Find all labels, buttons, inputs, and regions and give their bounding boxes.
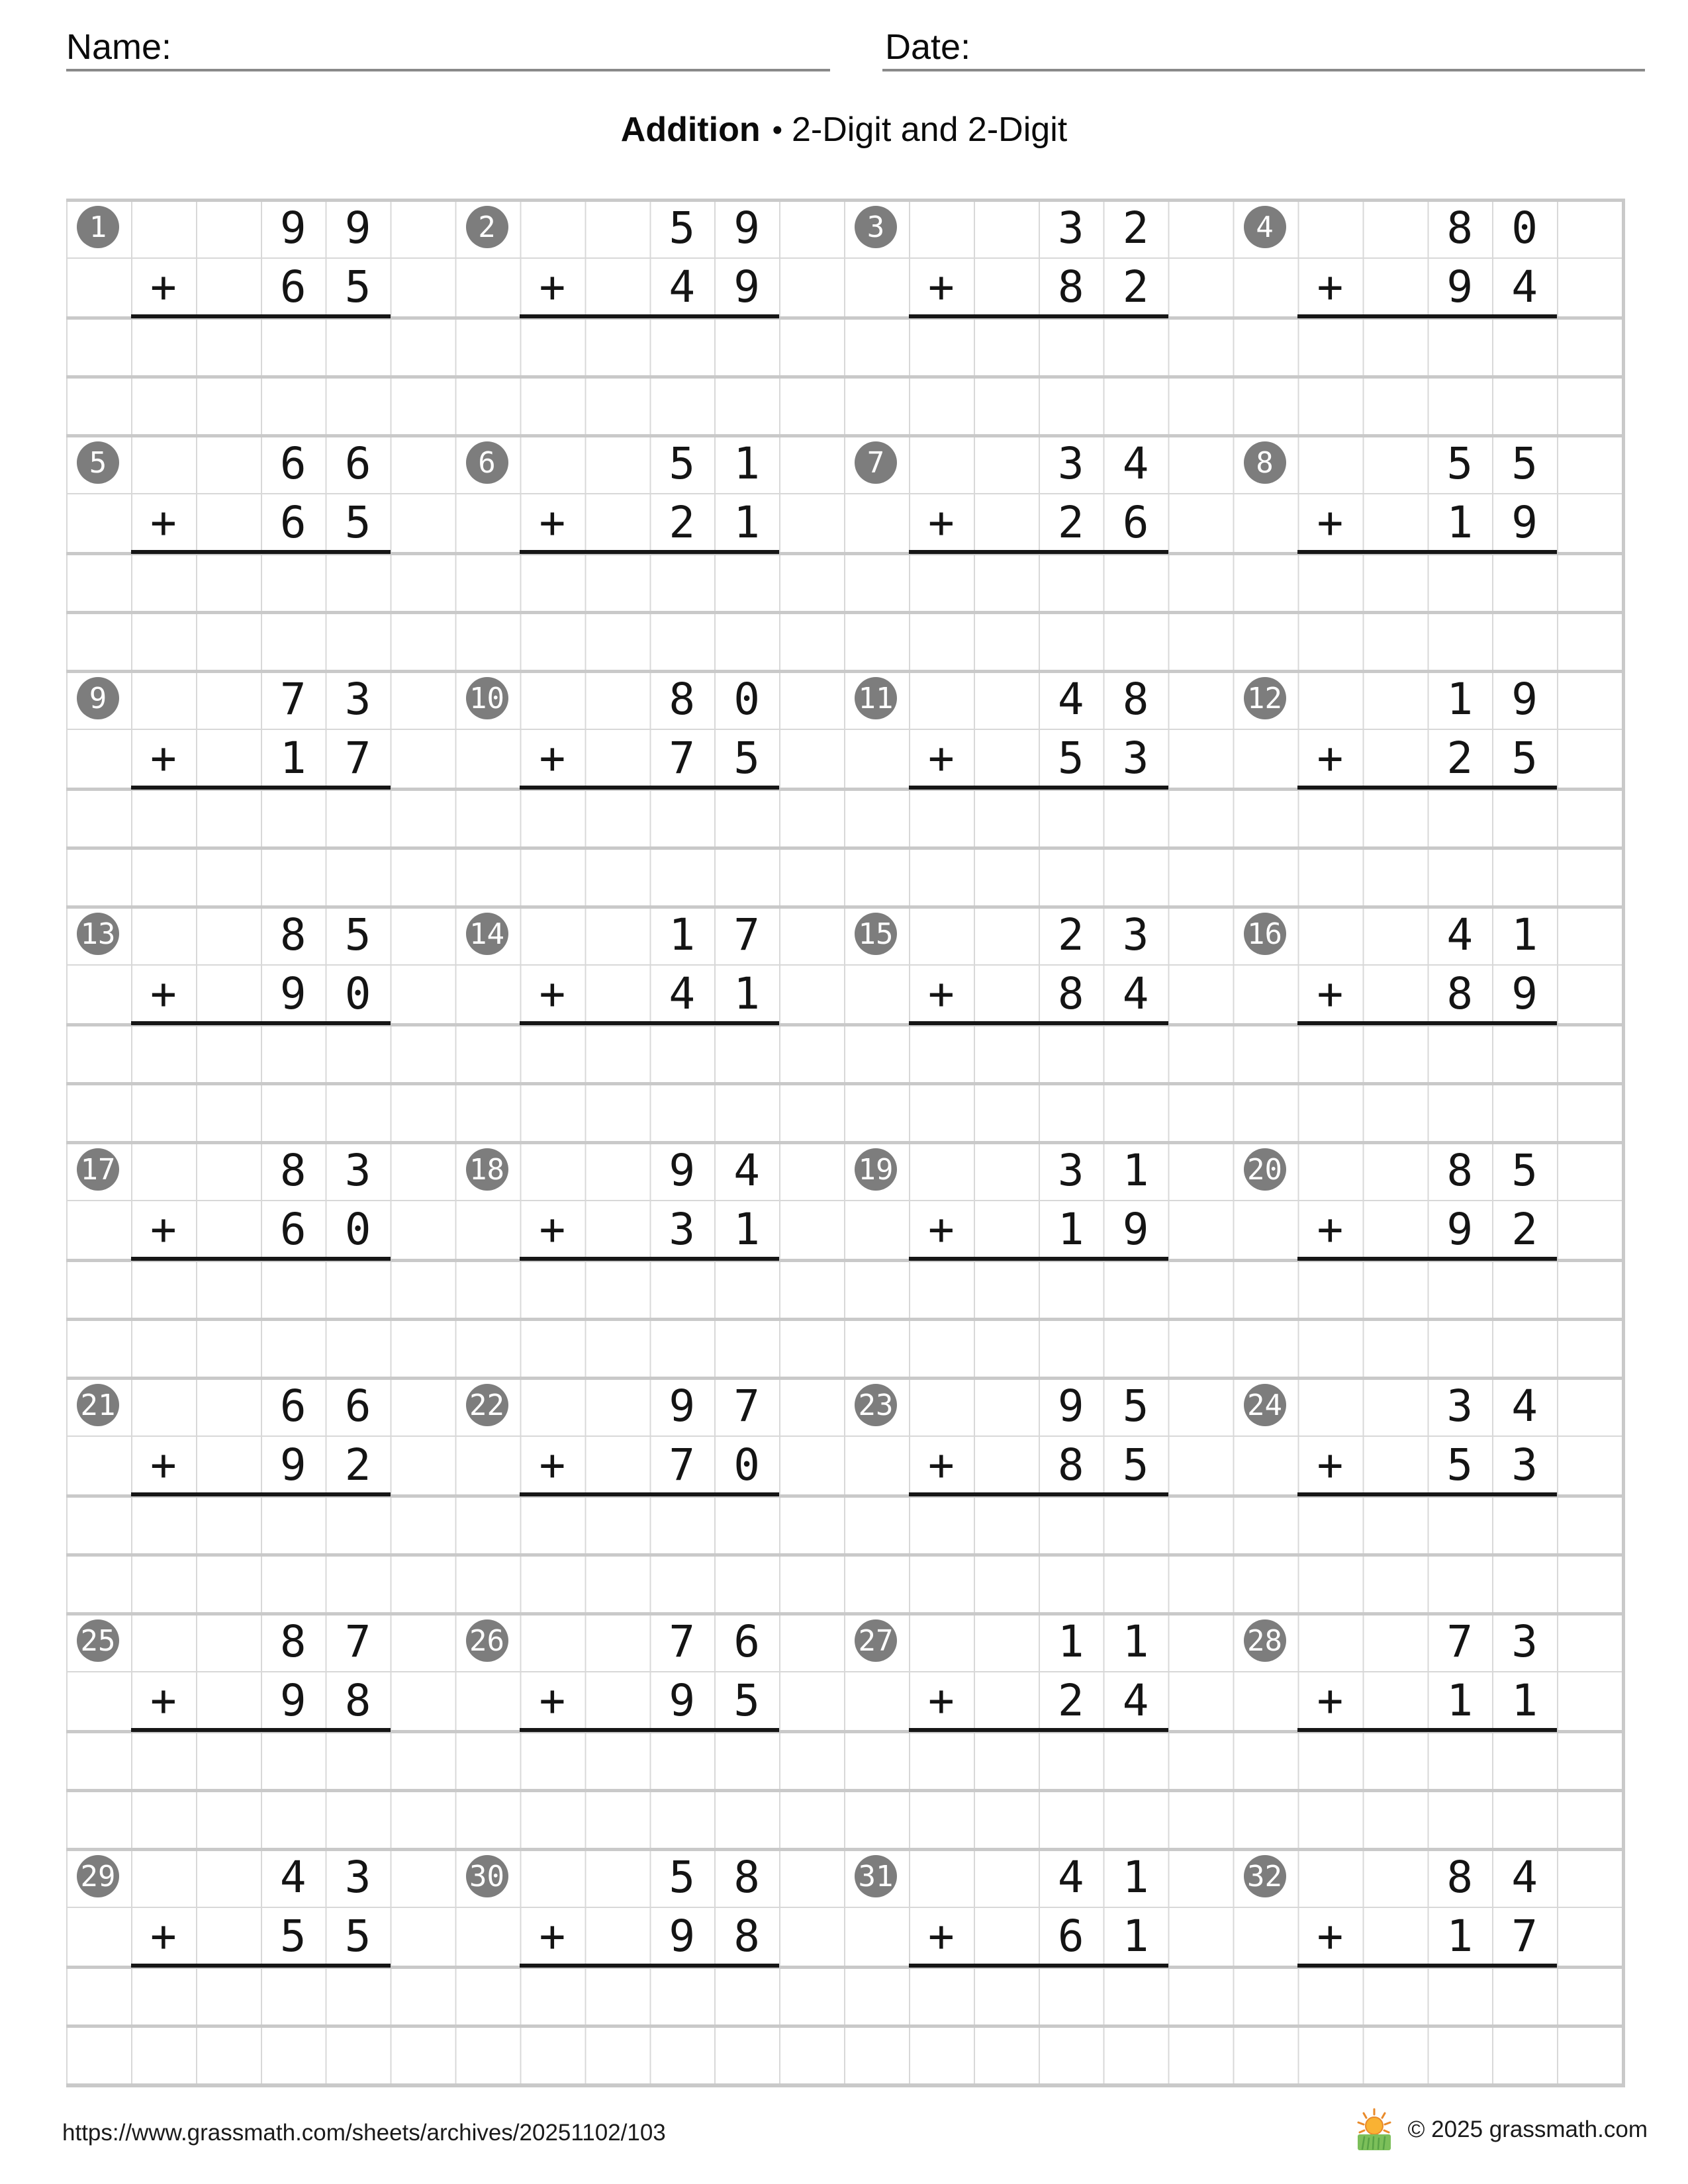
addend-bottom-tens-digit: 9 — [279, 1675, 306, 1726]
addend-top-tens-digit: 5 — [669, 203, 696, 253]
addend-bottom-tens-digit: 1 — [1446, 1911, 1474, 1962]
addend-top-ones-digit: 4 — [1511, 1852, 1538, 1903]
addend-top-ones-digit: 5 — [1511, 438, 1538, 489]
addend-bottom-tens-digit: 8 — [1057, 1439, 1084, 1490]
answer-line — [909, 1728, 1168, 1732]
problem-number-badge: 19 — [855, 1148, 897, 1191]
addend-bottom-tens-digit: 1 — [1446, 1675, 1474, 1726]
answer-line — [520, 1021, 779, 1025]
addend-top-tens-digit: 8 — [279, 1616, 306, 1667]
answer-line — [520, 1728, 779, 1732]
answer-line — [520, 314, 779, 318]
name-label: Name: — [66, 27, 172, 67]
addend-bottom-ones-digit: 5 — [1511, 733, 1538, 784]
problem-number-badge: 5 — [77, 441, 119, 484]
addend-bottom-tens-digit: 2 — [1057, 1675, 1084, 1726]
plus-icon: + — [150, 1204, 177, 1255]
addend-top-tens-digit: 5 — [669, 438, 696, 489]
addend-top-tens-digit: 7 — [669, 1616, 696, 1667]
addend-top-tens-digit: 4 — [1446, 909, 1474, 960]
addend-bottom-tens-digit: 6 — [279, 497, 306, 548]
answer-line — [1297, 1257, 1557, 1261]
title-bullet-icon: • — [772, 114, 783, 146]
footer-copyright: © 2025 grassmath.com — [1407, 2116, 1648, 2142]
answer-line — [131, 314, 391, 318]
addend-top-tens-digit: 1 — [1446, 674, 1474, 725]
plus-icon: + — [927, 497, 955, 548]
addend-top-ones-digit: 5 — [344, 909, 371, 960]
addend-top-ones-digit: 6 — [733, 1616, 760, 1667]
title-main: Addition — [620, 111, 761, 149]
answer-line — [909, 1021, 1168, 1025]
addend-bottom-tens-digit: 1 — [1057, 1204, 1084, 1255]
problems-grid — [66, 199, 1625, 2087]
addend-top-tens-digit: 8 — [1446, 203, 1474, 253]
addend-bottom-ones-digit: 9 — [1511, 497, 1538, 548]
addend-bottom-tens-digit: 9 — [1446, 1204, 1474, 1255]
answer-line — [1297, 550, 1557, 554]
plus-icon: + — [927, 968, 955, 1019]
addend-bottom-tens-digit: 5 — [1057, 733, 1084, 784]
plus-icon: + — [539, 1675, 566, 1726]
sun-grass-logo-icon — [1352, 2108, 1396, 2152]
addend-bottom-tens-digit: 7 — [669, 1439, 696, 1490]
answer-line — [131, 1257, 391, 1261]
plus-icon: + — [1317, 733, 1344, 784]
addend-top-ones-digit: 7 — [733, 909, 760, 960]
plus-icon: + — [539, 261, 566, 312]
answer-line — [909, 1257, 1168, 1261]
addend-bottom-tens-digit: 9 — [669, 1675, 696, 1726]
plus-icon: + — [150, 1439, 177, 1490]
answer-line — [131, 786, 391, 790]
addend-bottom-ones-digit: 1 — [1122, 1911, 1149, 1962]
problem-number-badge: 4 — [1244, 206, 1286, 248]
addend-bottom-tens-digit: 3 — [669, 1204, 696, 1255]
plus-icon: + — [150, 1911, 177, 1962]
addend-top-tens-digit: 9 — [1057, 1381, 1084, 1432]
plus-icon: + — [927, 1675, 955, 1726]
answer-line — [1297, 1728, 1557, 1732]
addend-top-tens-digit: 9 — [669, 1381, 696, 1432]
answer-line — [131, 1492, 391, 1496]
addend-top-ones-digit: 3 — [1122, 909, 1149, 960]
addend-bottom-ones-digit: 1 — [733, 968, 760, 1019]
addend-bottom-ones-digit: 2 — [1122, 261, 1149, 312]
plus-icon: + — [927, 733, 955, 784]
addend-bottom-ones-digit: 3 — [1122, 733, 1149, 784]
addend-top-tens-digit: 1 — [669, 909, 696, 960]
addend-bottom-ones-digit: 7 — [344, 733, 371, 784]
addend-bottom-tens-digit: 2 — [669, 497, 696, 548]
plus-icon: + — [539, 1204, 566, 1255]
answer-line — [909, 786, 1168, 790]
addend-top-tens-digit: 6 — [279, 1381, 306, 1432]
plus-icon: + — [1317, 1911, 1344, 1962]
answer-line — [131, 1021, 391, 1025]
addend-top-tens-digit: 4 — [1057, 1852, 1084, 1903]
addend-bottom-tens-digit: 8 — [1446, 968, 1474, 1019]
problem-number-badge: 26 — [466, 1619, 508, 1662]
problem-number-badge: 1 — [77, 206, 119, 248]
addend-top-ones-digit: 8 — [1122, 674, 1149, 725]
problem-number-badge: 25 — [77, 1619, 119, 1662]
problem-number-badge: 14 — [466, 913, 508, 955]
addend-bottom-ones-digit: 8 — [344, 1675, 371, 1726]
addend-top-tens-digit: 2 — [1057, 909, 1084, 960]
problem-number-badge: 18 — [466, 1148, 508, 1191]
plus-icon: + — [539, 1911, 566, 1962]
title-subtitle: 2-Digit and 2-Digit — [792, 111, 1068, 149]
answer-line — [131, 1964, 391, 1968]
plus-icon: + — [1317, 968, 1344, 1019]
problem-number-badge: 2 — [466, 206, 508, 248]
addend-top-tens-digit: 9 — [669, 1145, 696, 1196]
addend-top-ones-digit: 8 — [733, 1852, 760, 1903]
problem-number-badge: 32 — [1244, 1855, 1286, 1897]
date-blank-line — [882, 69, 1645, 71]
addend-top-ones-digit: 0 — [733, 674, 760, 725]
addend-bottom-ones-digit: 4 — [1122, 1675, 1149, 1726]
plus-icon: + — [150, 261, 177, 312]
plus-icon: + — [539, 968, 566, 1019]
problem-number-badge: 8 — [1244, 441, 1286, 484]
addend-top-tens-digit: 3 — [1057, 203, 1084, 253]
answer-line — [909, 1492, 1168, 1496]
problem-number-badge: 6 — [466, 441, 508, 484]
addend-top-ones-digit: 1 — [1511, 909, 1538, 960]
addend-top-tens-digit: 8 — [1446, 1852, 1474, 1903]
answer-line — [909, 314, 1168, 318]
problem-number-badge: 21 — [77, 1384, 119, 1426]
answer-line — [520, 786, 779, 790]
addend-bottom-ones-digit: 5 — [733, 733, 760, 784]
answer-line — [131, 1728, 391, 1732]
addend-top-ones-digit: 2 — [1122, 203, 1149, 253]
addend-top-ones-digit: 4 — [733, 1145, 760, 1196]
answer-line — [520, 1492, 779, 1496]
answer-line — [520, 1257, 779, 1261]
date-label: Date: — [885, 27, 971, 67]
addend-bottom-ones-digit: 9 — [733, 261, 760, 312]
problem-number-badge: 15 — [855, 913, 897, 955]
addend-bottom-ones-digit: 2 — [344, 1439, 371, 1490]
problem-number-badge: 22 — [466, 1384, 508, 1426]
addend-bottom-tens-digit: 6 — [279, 261, 306, 312]
addend-top-ones-digit: 5 — [1122, 1381, 1149, 1432]
addend-top-tens-digit: 8 — [1446, 1145, 1474, 1196]
addend-top-ones-digit: 4 — [1511, 1381, 1538, 1432]
addend-bottom-tens-digit: 8 — [1057, 968, 1084, 1019]
problem-number-badge: 3 — [855, 206, 897, 248]
problem-number-badge: 31 — [855, 1855, 897, 1897]
plus-icon: + — [1317, 1439, 1344, 1490]
answer-line — [909, 1964, 1168, 1968]
addend-top-tens-digit: 4 — [279, 1852, 306, 1903]
answer-line — [1297, 1964, 1557, 1968]
footer-url: https://www.grassmath.com/sheets/archives/20251102/103 — [62, 2120, 666, 2146]
addend-bottom-ones-digit: 1 — [733, 497, 760, 548]
addend-bottom-ones-digit: 5 — [1122, 1439, 1149, 1490]
addend-bottom-ones-digit: 5 — [733, 1675, 760, 1726]
addend-top-ones-digit: 4 — [1122, 438, 1149, 489]
addend-top-tens-digit: 3 — [1057, 1145, 1084, 1196]
addend-bottom-tens-digit: 4 — [669, 968, 696, 1019]
addend-bottom-tens-digit: 6 — [1057, 1911, 1084, 1962]
addend-top-ones-digit: 0 — [1511, 203, 1538, 253]
addend-top-ones-digit: 6 — [344, 1381, 371, 1432]
addend-top-ones-digit: 3 — [344, 1852, 371, 1903]
plus-icon: + — [150, 733, 177, 784]
problem-number-badge: 13 — [77, 913, 119, 955]
problem-number-badge: 24 — [1244, 1384, 1286, 1426]
addend-top-ones-digit: 1 — [1122, 1852, 1149, 1903]
problem-number-badge: 9 — [77, 677, 119, 719]
addend-bottom-tens-digit: 5 — [279, 1911, 306, 1962]
problem-number-badge: 29 — [77, 1855, 119, 1897]
plus-icon: + — [927, 1911, 955, 1962]
addend-top-ones-digit: 6 — [344, 438, 371, 489]
addend-top-ones-digit: 1 — [1122, 1616, 1149, 1667]
addend-bottom-tens-digit: 6 — [279, 1204, 306, 1255]
addend-top-tens-digit: 3 — [1446, 1381, 1474, 1432]
footer-branding — [1352, 2108, 1648, 2152]
addend-top-ones-digit: 1 — [1122, 1145, 1149, 1196]
problem-number-badge: 20 — [1244, 1148, 1286, 1191]
plus-icon: + — [539, 497, 566, 548]
addend-bottom-ones-digit: 5 — [344, 261, 371, 312]
addend-bottom-ones-digit: 8 — [733, 1911, 760, 1962]
addend-bottom-ones-digit: 5 — [344, 497, 371, 548]
plus-icon: + — [150, 968, 177, 1019]
addend-top-tens-digit: 5 — [669, 1852, 696, 1903]
plus-icon: + — [1317, 261, 1344, 312]
problem-number-badge: 10 — [466, 677, 508, 719]
addend-bottom-ones-digit: 0 — [344, 968, 371, 1019]
addend-bottom-ones-digit: 7 — [1511, 1911, 1538, 1962]
addend-bottom-ones-digit: 4 — [1511, 261, 1538, 312]
problem-number-badge: 28 — [1244, 1619, 1286, 1662]
addend-top-ones-digit: 9 — [1511, 674, 1538, 725]
answer-line — [520, 550, 779, 554]
addend-top-tens-digit: 9 — [279, 203, 306, 253]
addend-bottom-tens-digit: 5 — [1446, 1439, 1474, 1490]
addend-bottom-tens-digit: 4 — [669, 261, 696, 312]
answer-line — [1297, 1021, 1557, 1025]
addend-bottom-tens-digit: 1 — [279, 733, 306, 784]
addend-bottom-ones-digit: 1 — [733, 1204, 760, 1255]
addend-bottom-tens-digit: 9 — [279, 1439, 306, 1490]
addend-bottom-ones-digit: 2 — [1511, 1204, 1538, 1255]
answer-line — [1297, 786, 1557, 790]
addend-top-tens-digit: 3 — [1057, 438, 1084, 489]
addend-bottom-ones-digit: 0 — [344, 1204, 371, 1255]
problem-number-badge: 23 — [855, 1384, 897, 1426]
addend-top-ones-digit: 1 — [733, 438, 760, 489]
problem-number-badge: 7 — [855, 441, 897, 484]
addend-top-tens-digit: 6 — [279, 438, 306, 489]
addend-bottom-ones-digit: 6 — [1122, 497, 1149, 548]
problem-number-badge: 30 — [466, 1855, 508, 1897]
answer-line — [1297, 1492, 1557, 1496]
answer-line — [909, 550, 1168, 554]
addend-top-tens-digit: 7 — [1446, 1616, 1474, 1667]
page-title — [0, 110, 1688, 150]
problem-number-badge: 27 — [855, 1619, 897, 1662]
problem-number-badge: 16 — [1244, 913, 1286, 955]
plus-icon: + — [150, 1675, 177, 1726]
addend-top-ones-digit: 5 — [1511, 1145, 1538, 1196]
addend-bottom-ones-digit: 3 — [1511, 1439, 1538, 1490]
addend-top-tens-digit: 4 — [1057, 674, 1084, 725]
addend-bottom-tens-digit: 8 — [1057, 261, 1084, 312]
addend-bottom-ones-digit: 5 — [344, 1911, 371, 1962]
addend-top-tens-digit: 5 — [1446, 438, 1474, 489]
answer-line — [520, 1964, 779, 1968]
addend-bottom-tens-digit: 2 — [1057, 497, 1084, 548]
answer-line — [1297, 314, 1557, 318]
addend-top-tens-digit: 7 — [279, 674, 306, 725]
addend-top-ones-digit: 7 — [733, 1381, 760, 1432]
plus-icon: + — [927, 261, 955, 312]
addend-top-ones-digit: 9 — [344, 203, 371, 253]
addend-bottom-ones-digit: 4 — [1122, 968, 1149, 1019]
plus-icon: + — [927, 1439, 955, 1490]
plus-icon: + — [1317, 1204, 1344, 1255]
addend-bottom-ones-digit: 9 — [1122, 1204, 1149, 1255]
problem-number-badge: 11 — [855, 677, 897, 719]
addend-top-tens-digit: 8 — [279, 909, 306, 960]
addend-bottom-ones-digit: 0 — [733, 1439, 760, 1490]
addend-top-tens-digit: 1 — [1057, 1616, 1084, 1667]
addend-bottom-ones-digit: 1 — [1511, 1675, 1538, 1726]
addend-bottom-tens-digit: 1 — [1446, 497, 1474, 548]
addend-top-ones-digit: 3 — [1511, 1616, 1538, 1667]
answer-line — [131, 550, 391, 554]
addend-top-ones-digit: 7 — [344, 1616, 371, 1667]
addend-bottom-tens-digit: 9 — [1446, 261, 1474, 312]
addend-top-ones-digit: 3 — [344, 1145, 371, 1196]
addend-top-ones-digit: 3 — [344, 674, 371, 725]
addend-bottom-tens-digit: 9 — [279, 968, 306, 1019]
plus-icon: + — [1317, 497, 1344, 548]
addend-top-ones-digit: 9 — [733, 203, 760, 253]
plus-icon: + — [539, 1439, 566, 1490]
plus-icon: + — [539, 733, 566, 784]
problem-number-badge: 17 — [77, 1148, 119, 1191]
plus-icon: + — [927, 1204, 955, 1255]
addend-bottom-tens-digit: 9 — [669, 1911, 696, 1962]
addend-bottom-ones-digit: 9 — [1511, 968, 1538, 1019]
plus-icon: + — [150, 497, 177, 548]
name-blank-line — [66, 69, 830, 71]
addend-bottom-tens-digit: 7 — [669, 733, 696, 784]
problem-number-badge: 12 — [1244, 677, 1286, 719]
plus-icon: + — [1317, 1675, 1344, 1726]
addend-top-tens-digit: 8 — [669, 674, 696, 725]
addend-bottom-tens-digit: 2 — [1446, 733, 1474, 784]
addend-top-tens-digit: 8 — [279, 1145, 306, 1196]
